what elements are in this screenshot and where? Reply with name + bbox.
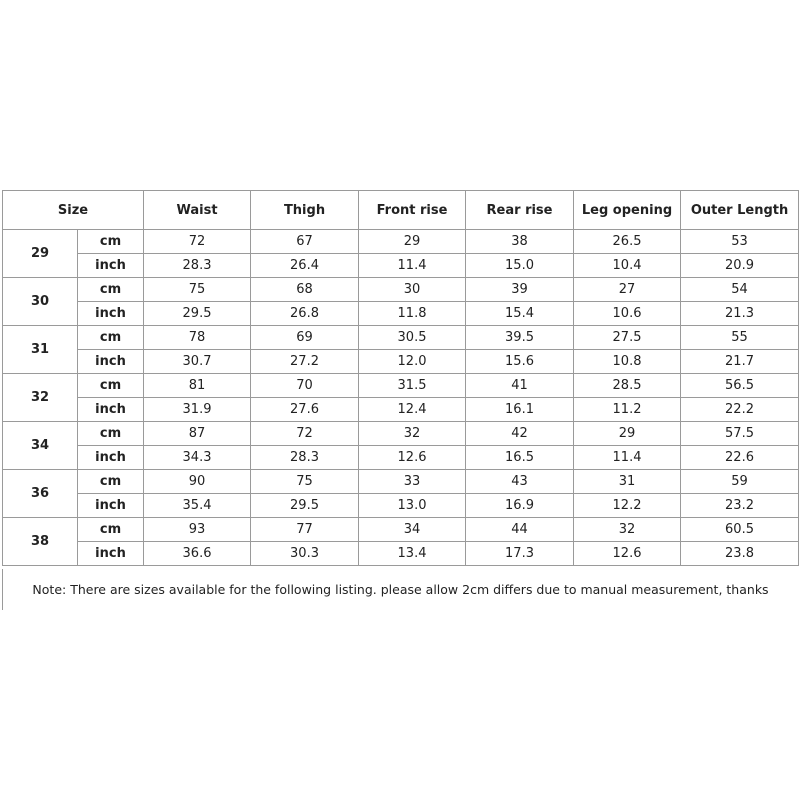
measurement-cell: 23.2 bbox=[681, 494, 799, 518]
table-row bbox=[3, 326, 799, 350]
header-thigh: Thigh bbox=[251, 191, 359, 230]
measurement-cell: 39.5 bbox=[466, 326, 574, 350]
measurement-cell: 39 bbox=[466, 278, 574, 302]
header-size: Size bbox=[3, 191, 144, 230]
table-row bbox=[3, 470, 799, 494]
measurement-cell: 53 bbox=[681, 230, 799, 254]
measurement-cell: 29.5 bbox=[251, 494, 359, 518]
size-label: 36 bbox=[3, 470, 78, 518]
measurement-cell: 56.5 bbox=[681, 374, 799, 398]
measurement-cell: 29.5 bbox=[144, 302, 251, 326]
measurement-cell: 16.1 bbox=[466, 398, 574, 422]
measurement-cell: 72 bbox=[251, 422, 359, 446]
measurement-cell: 31 bbox=[574, 470, 681, 494]
table-row bbox=[3, 518, 799, 542]
unit-label: cm bbox=[78, 518, 144, 542]
unit-label: inch bbox=[78, 350, 144, 374]
measurement-cell: 32 bbox=[574, 518, 681, 542]
measurement-cell: 32 bbox=[359, 422, 466, 446]
header-outer-length: Outer Length bbox=[681, 191, 799, 230]
measurement-cell: 15.0 bbox=[466, 254, 574, 278]
table-row bbox=[3, 398, 799, 422]
header-rear-rise: Rear rise bbox=[466, 191, 574, 230]
table-row bbox=[3, 254, 799, 278]
unit-label: inch bbox=[78, 398, 144, 422]
measurement-cell: 12.0 bbox=[359, 350, 466, 374]
measurement-cell: 11.8 bbox=[359, 302, 466, 326]
measurement-cell: 87 bbox=[144, 422, 251, 446]
measurement-cell: 30.3 bbox=[251, 542, 359, 566]
measurement-cell: 28.3 bbox=[144, 254, 251, 278]
size-label: 30 bbox=[3, 278, 78, 326]
size-label: 34 bbox=[3, 422, 78, 470]
measurement-cell: 11.2 bbox=[574, 398, 681, 422]
table-row bbox=[3, 302, 799, 326]
measurement-cell: 34 bbox=[359, 518, 466, 542]
size-label: 32 bbox=[3, 374, 78, 422]
measurement-cell: 30.5 bbox=[359, 326, 466, 350]
measurement-cell: 31.5 bbox=[359, 374, 466, 398]
measurement-cell: 41 bbox=[466, 374, 574, 398]
measurement-cell: 55 bbox=[681, 326, 799, 350]
size-label: 38 bbox=[3, 518, 78, 566]
measurement-cell: 67 bbox=[251, 230, 359, 254]
table-row bbox=[3, 446, 799, 470]
measurement-cell: 27.5 bbox=[574, 326, 681, 350]
unit-label: inch bbox=[78, 542, 144, 566]
table-row bbox=[3, 422, 799, 446]
measurement-cell: 44 bbox=[466, 518, 574, 542]
table-row bbox=[3, 494, 799, 518]
measurement-cell: 20.9 bbox=[681, 254, 799, 278]
unit-label: inch bbox=[78, 494, 144, 518]
measurement-cell: 11.4 bbox=[574, 446, 681, 470]
measurement-cell: 29 bbox=[574, 422, 681, 446]
measurement-cell: 75 bbox=[251, 470, 359, 494]
size-label: 29 bbox=[3, 230, 78, 278]
measurement-cell: 75 bbox=[144, 278, 251, 302]
measurement-cell: 77 bbox=[251, 518, 359, 542]
measurement-cell: 42 bbox=[466, 422, 574, 446]
measurement-cell: 35.4 bbox=[144, 494, 251, 518]
measurement-cell: 22.6 bbox=[681, 446, 799, 470]
measurement-cell: 36.6 bbox=[144, 542, 251, 566]
unit-label: cm bbox=[78, 230, 144, 254]
unit-label: cm bbox=[78, 422, 144, 446]
measurement-cell: 31.9 bbox=[144, 398, 251, 422]
measurement-cell: 16.9 bbox=[466, 494, 574, 518]
measurement-cell: 68 bbox=[251, 278, 359, 302]
unit-label: inch bbox=[78, 254, 144, 278]
measurement-cell: 12.4 bbox=[359, 398, 466, 422]
measurement-cell: 29 bbox=[359, 230, 466, 254]
measurement-cell: 23.8 bbox=[681, 542, 799, 566]
measurement-cell: 93 bbox=[144, 518, 251, 542]
unit-label: inch bbox=[78, 446, 144, 470]
measurement-cell: 72 bbox=[144, 230, 251, 254]
header-front-rise: Front rise bbox=[359, 191, 466, 230]
measurement-cell: 69 bbox=[251, 326, 359, 350]
measurement-cell: 34.3 bbox=[144, 446, 251, 470]
measurement-cell: 10.4 bbox=[574, 254, 681, 278]
measurement-cell: 27 bbox=[574, 278, 681, 302]
measurement-cell: 60.5 bbox=[681, 518, 799, 542]
measurement-cell: 78 bbox=[144, 326, 251, 350]
header-leg-opening: Leg opening bbox=[574, 191, 681, 230]
measurement-cell: 43 bbox=[466, 470, 574, 494]
unit-label: inch bbox=[78, 302, 144, 326]
measurement-cell: 57.5 bbox=[681, 422, 799, 446]
measurement-cell: 30.7 bbox=[144, 350, 251, 374]
table-row bbox=[3, 542, 799, 566]
measurement-cell: 15.4 bbox=[466, 302, 574, 326]
table-row bbox=[3, 350, 799, 374]
measurement-cell: 15.6 bbox=[466, 350, 574, 374]
measurement-cell: 11.4 bbox=[359, 254, 466, 278]
measurement-cell: 12.6 bbox=[359, 446, 466, 470]
measurement-cell: 22.2 bbox=[681, 398, 799, 422]
measurement-cell: 10.6 bbox=[574, 302, 681, 326]
size-chart-table bbox=[2, 190, 799, 566]
measurement-cell: 10.8 bbox=[574, 350, 681, 374]
header-waist: Waist bbox=[144, 191, 251, 230]
unit-label: cm bbox=[78, 278, 144, 302]
measurement-cell: 28.3 bbox=[251, 446, 359, 470]
measurement-cell: 21.7 bbox=[681, 350, 799, 374]
measurement-cell: 12.2 bbox=[574, 494, 681, 518]
measurement-cell: 12.6 bbox=[574, 542, 681, 566]
measurement-cell: 26.5 bbox=[574, 230, 681, 254]
measurement-cell: 54 bbox=[681, 278, 799, 302]
measurement-cell: 70 bbox=[251, 374, 359, 398]
measurement-cell: 27.6 bbox=[251, 398, 359, 422]
measurement-cell: 17.3 bbox=[466, 542, 574, 566]
measurement-cell: 16.5 bbox=[466, 446, 574, 470]
measurement-cell: 30 bbox=[359, 278, 466, 302]
size-label: 31 bbox=[3, 326, 78, 374]
table-row bbox=[3, 278, 799, 302]
unit-label: cm bbox=[78, 326, 144, 350]
measurement-cell: 13.4 bbox=[359, 542, 466, 566]
table-row bbox=[3, 374, 799, 398]
measurement-cell: 33 bbox=[359, 470, 466, 494]
measurement-note: Note: There are sizes available for the following listing. please allow 2cm differs due to manual measurement, thanks bbox=[2, 569, 798, 610]
measurement-cell: 81 bbox=[144, 374, 251, 398]
unit-label: cm bbox=[78, 470, 144, 494]
measurement-cell: 27.2 bbox=[251, 350, 359, 374]
measurement-cell: 38 bbox=[466, 230, 574, 254]
measurement-cell: 26.8 bbox=[251, 302, 359, 326]
measurement-cell: 90 bbox=[144, 470, 251, 494]
measurement-cell: 13.0 bbox=[359, 494, 466, 518]
header-row bbox=[3, 191, 799, 230]
measurement-cell: 28.5 bbox=[574, 374, 681, 398]
measurement-cell: 21.3 bbox=[681, 302, 799, 326]
table-row bbox=[3, 230, 799, 254]
measurement-cell: 59 bbox=[681, 470, 799, 494]
measurement-cell: 26.4 bbox=[251, 254, 359, 278]
unit-label: cm bbox=[78, 374, 144, 398]
